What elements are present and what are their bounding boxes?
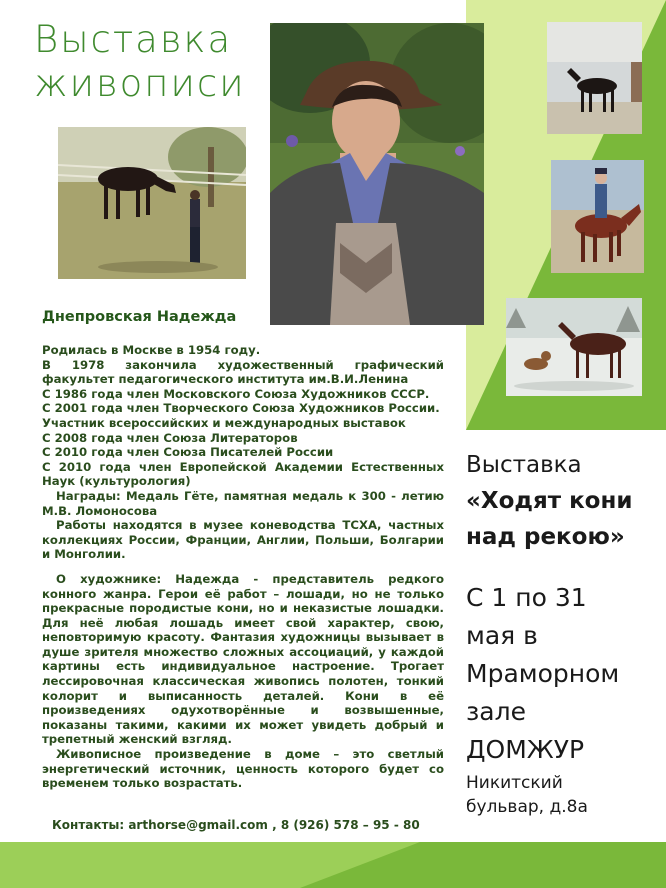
painting-horse-on-shore	[547, 22, 642, 134]
exhibition-date-line-5: ДОМЖУР	[466, 735, 585, 764]
title-line-1: Выставка	[34, 18, 233, 61]
painting-horse-with-woman	[58, 127, 246, 279]
exhibition-date-line-2: мая в	[466, 621, 538, 650]
exhibition-date-venue	[466, 579, 662, 769]
bio-line: В 1978 закончила художественный графический факультет педагогического института им.В.И.Ленина	[42, 357, 444, 387]
bio-line: Родилась в Москве в 1954 году.	[42, 343, 261, 357]
exhibition-address-line-1: Никитский	[466, 773, 563, 793]
exhibition-label: Выставка	[466, 452, 582, 478]
bio-line: С 2010 года член Европейской Академии Естественных Наук (культурология)	[42, 459, 444, 489]
bio-line: С 2001 года член Творческого Союза Художников России.	[42, 401, 440, 416]
exhibition-address-line-2: бульвар, д.8а	[466, 797, 588, 817]
contacts-line: Контакты: arthorse@gmail.com , 8 (926) 578 – 95 - 80	[52, 818, 420, 832]
exhibition-date-line-4: зале	[466, 697, 526, 726]
painting-horse-with-rider	[551, 160, 644, 273]
bio-line: С 2010 года член Союза Писателей России	[42, 445, 334, 460]
bio-awards: Награды: Медаль Гёте, памятная медаль к 300 - летию М.В. Ломоносова	[42, 488, 444, 518]
artist-portrait-photo	[270, 23, 484, 325]
bio-about: О художнике: Надежда - представитель редкого конного жанра. Герои её работ – лошади, но не только прекрасные породистые кони, но и неказистые лошадки. Для неё любая лошадь имеет свой характер, свою, неповторимую красоту. Фантазия художницы вызывает в душе зрителя множество сложных ассоциаций, у каждой картины есть индивидуальное настроение. Трогает лессировочная классическая живопись полотен, тонкий колорит и выписанность деталей. Кони в её произведениях одухотворённые и возвышенные, показаны такими, какими их может увидеть добрый и трепетный женский взгляд.	[42, 571, 444, 747]
painting-horse-and-dog-in-snow	[506, 298, 642, 396]
exhibition-name-line-2: над рекою»	[466, 524, 625, 550]
bio-line: С 1986 года член Московского Союза Художников СССР.	[42, 386, 430, 401]
background-bottom-band	[0, 842, 666, 888]
artist-biography	[42, 343, 444, 791]
title-line-2: живописи	[34, 62, 246, 105]
exhibition-info	[466, 449, 662, 819]
bio-line: С 2008 года член Союза Литераторов	[42, 430, 298, 445]
artist-name: Днепровская Надежда	[42, 309, 237, 325]
page-title	[34, 18, 246, 106]
exhibition-name-line-1: «Ходят кони	[466, 488, 633, 514]
bio-line: Участник всероссийских и международных выставок	[42, 415, 406, 430]
exhibition-address	[466, 771, 662, 819]
exhibition-name	[466, 483, 662, 555]
exhibition-date-line-3: Мраморном	[466, 659, 620, 688]
bio-closing: Живописное произведение в доме – это светлый энергетический источник, ценность которого будет со временем только возрастать.	[42, 747, 444, 791]
bio-collections: Работы находятся в музее коневодства ТСХА, частных коллекциях России, Франции, Англии, Польши, Болгарии и Монголии.	[42, 518, 444, 562]
exhibition-date-line-1: С 1 по 31	[466, 583, 587, 612]
